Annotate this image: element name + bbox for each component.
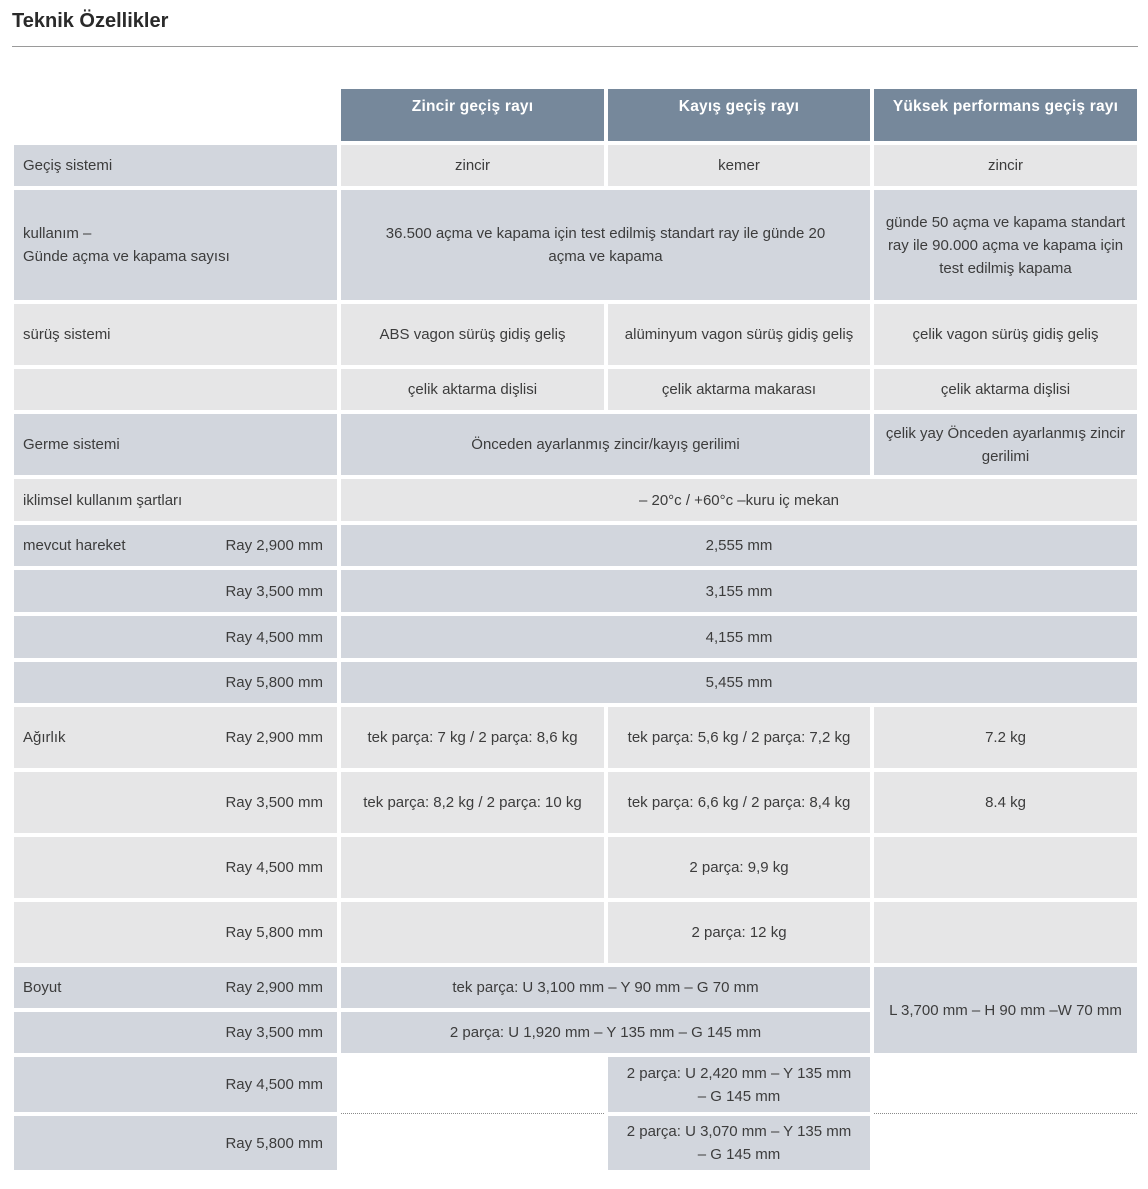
rail-size-label: Ray 4,500 mm (225, 628, 323, 646)
row-label-weight-5800 (14, 902, 337, 963)
row-label-weight (14, 707, 337, 768)
row-label-tension: Germe sistemi (14, 414, 337, 475)
rail-size-label: Ray 3,500 mm (225, 1024, 323, 1041)
rail-size-label: Ray 2,900 mm (225, 729, 323, 746)
usage-label-line1: kullanım – (23, 225, 92, 242)
row-label-travel-3500 (14, 570, 337, 612)
row-label-size (14, 967, 337, 1008)
column-header-high-performance: Yüksek performans geçiş rayı (874, 89, 1137, 141)
cell-weight-2900-chain: tek parça: 7 kg / 2 parça: 8,6 kg (341, 707, 604, 768)
cell-transmission-hp: zincir (874, 145, 1137, 186)
cell-weight-3500-chain: tek parça: 8,2 kg / 2 parça: 10 kg (341, 772, 604, 833)
row-label-drive: sürüş sistemi (14, 304, 337, 365)
row-label-travel-5800 (14, 662, 337, 703)
column-header-chain: Zincir geçiş rayı (341, 89, 604, 141)
cell-gear-chain: çelik aktarma dişlisi (341, 369, 604, 410)
rail-size-label: Ray 3,500 mm (225, 582, 323, 600)
cell-weight-5800-chain (341, 902, 604, 963)
cell-size-3500-chain-belt: 2 parça: U 1,920 mm – Y 135 mm – G 145 mm (341, 1012, 870, 1053)
cell-weight-3500-hp: 8.4 kg (874, 772, 1137, 833)
row-label-climate: iklimsel kullanım şartları (14, 479, 337, 521)
rail-size-label: Ray 5,800 mm (225, 924, 323, 941)
row-label-size-4500 (14, 1057, 337, 1112)
cell-size-2900-chain-belt: tek parça: U 3,100 mm – Y 90 mm – G 70 mm (341, 967, 870, 1008)
cell-travel-5800: 5,455 mm (341, 662, 1137, 703)
page-title: Teknik Özellikler (12, 10, 169, 32)
row-label-transmission: Geçiş sistemi (14, 145, 337, 186)
cell-gear-belt: çelik aktarma makarası (608, 369, 870, 410)
usage-label-line2: Günde açma ve kapama sayısı (23, 248, 230, 265)
rail-size-label: Ray 2,900 mm (225, 979, 323, 996)
cell-size-hp: L 3,700 mm – H 90 mm –W 70 mm (874, 967, 1137, 1053)
cell-drive-chain: ABS vagon sürüş gidiş geliş (341, 304, 604, 365)
cell-drive-hp: çelik vagon sürüş gidiş geliş (874, 304, 1137, 365)
cell-transmission-chain: zincir (341, 145, 604, 186)
rail-size-label: Ray 4,500 mm (225, 859, 323, 876)
rail-size-label: Ray 5,800 mm (225, 1134, 323, 1152)
cell-drive-belt: alüminyum vagon sürüş gidiş geliş (608, 304, 870, 365)
dotted-divider (874, 1113, 1137, 1114)
cell-climate: – 20°c / +60°c –kuru iç mekan (341, 479, 1137, 521)
row-label-usage (14, 190, 337, 300)
cell-weight-4500-belt: 2 parça: 9,9 kg (608, 837, 870, 898)
row-label-travel (14, 525, 337, 566)
cell-weight-2900-belt: tek parça: 5,6 kg / 2 parça: 7,2 kg (608, 707, 870, 768)
rail-size-label: Ray 3,500 mm (225, 794, 323, 811)
row-label-weight-3500 (14, 772, 337, 833)
cell-weight-3500-belt: tek parça: 6,6 kg / 2 parça: 8,4 kg (608, 772, 870, 833)
cell-travel-3500: 3,155 mm (341, 570, 1137, 612)
cell-size-4500-belt: 2 parça: U 2,420 mm – Y 135 mm – G 145 mm (608, 1057, 870, 1112)
column-header-belt: Kayış geçiş rayı (608, 89, 870, 141)
cell-travel-2900: 2,555 mm (341, 525, 1137, 566)
cell-tension-chain-belt: Önceden ayarlanmış zincir/kayış gerilimi (341, 414, 870, 475)
row-label-travel-4500 (14, 616, 337, 658)
dotted-divider (341, 1113, 604, 1114)
title-divider (12, 46, 1138, 47)
row-label-weight-4500 (14, 837, 337, 898)
cell-weight-4500-chain (341, 837, 604, 898)
cell-tension-hp: çelik yay Önceden ayarlanmış zincir gerilimi (874, 414, 1137, 475)
cell-weight-2900-hp: 7.2 kg (874, 707, 1137, 768)
cell-travel-4500: 4,155 mm (341, 616, 1137, 658)
rail-size-label: Ray 2,900 mm (225, 537, 323, 554)
row-label-size-5800 (14, 1116, 337, 1170)
cell-transmission-belt: kemer (608, 145, 870, 186)
cell-size-5800-belt: 2 parça: U 3,070 mm – Y 135 mm – G 145 mm (608, 1116, 870, 1170)
row-label-size-3500 (14, 1012, 337, 1053)
cell-gear-hp: çelik aktarma dişlisi (874, 369, 1137, 410)
cell-weight-4500-hp (874, 837, 1137, 898)
size-label: Boyut (23, 979, 62, 996)
cell-weight-5800-hp (874, 902, 1137, 963)
cell-usage-hp: günde 50 açma ve kapama standart ray ile 90.000 açma ve kapama için test edilmiş kapama (874, 190, 1137, 300)
rail-size-label: Ray 4,500 mm (225, 1076, 323, 1093)
cell-usage-chain-belt: 36.500 açma ve kapama için test edilmiş standart ray ile günde 20 açma ve kapama (341, 190, 870, 300)
travel-label: mevcut hareket (23, 537, 126, 554)
row-label-empty (14, 369, 337, 410)
cell-weight-5800-belt: 2 parça: 12 kg (608, 902, 870, 963)
rail-size-label: Ray 5,800 mm (225, 674, 323, 691)
weight-label: Ağırlık (23, 729, 66, 746)
